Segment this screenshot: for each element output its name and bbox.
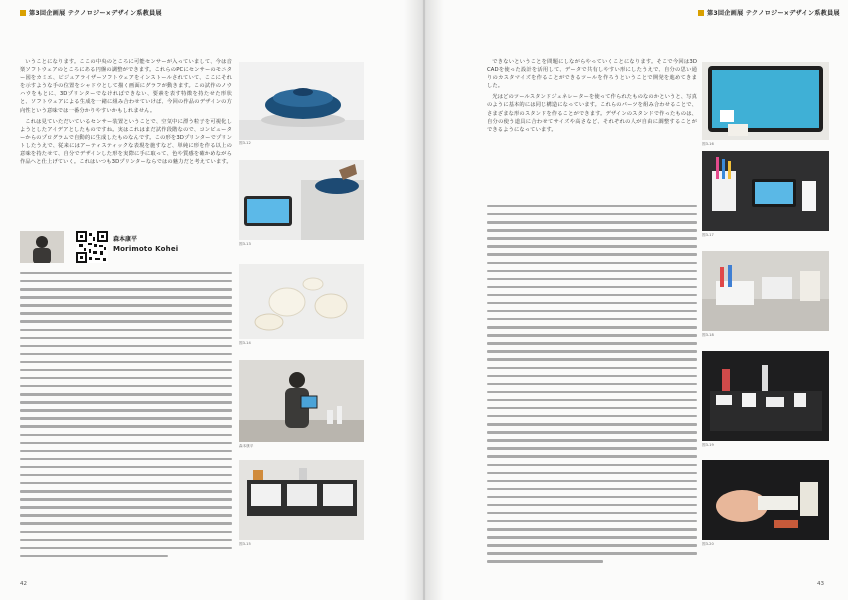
right-paragraph-1: できないということを問題にしながらやっていくことになります。そこで今回は3D CADを使った設計を活用して、データで共有しやすい形にしたうえで、自分の思い通りのカスタマイズを作ることができるツールを作ろうということで開発を進めてきました。: [487, 59, 697, 90]
left-page-header: [20, 8, 162, 17]
right-page-header: [698, 8, 840, 17]
right-intro-text: [487, 58, 697, 137]
page-number-left: 42: [20, 581, 27, 587]
photo-white-prints: [239, 264, 364, 339]
header-marker-icon: [20, 10, 26, 16]
figure-caption: 図3-15: [239, 542, 251, 546]
right-header-text: 第3回企画展 テクノロジー×デザイン系教員展: [707, 10, 840, 17]
figure-caption: 図3-16: [702, 142, 714, 146]
author-name-japanese: 森本康平: [113, 236, 138, 243]
author-block: [20, 231, 235, 265]
right-paragraph-2: 光はどのツールスタンドジェネレーターを使って作られたものなのかというと、写真のように基本的には同じ構造になっています。これらのパーツを組み合わせることで、さまざまな形のスタンドを作ることができます。デザインのスタンドで作ったものは、自分の使う道具に合わせてサイズや高さなど、それぞれの人が自由に調整することができるようになっています。: [487, 94, 697, 133]
header-marker-icon: [698, 10, 704, 16]
figure-caption: 図3-18: [702, 333, 714, 337]
author-name-english: Morimoto Kohei: [113, 245, 179, 253]
photo-exhibit-table: [239, 460, 364, 540]
right-body-text: [487, 205, 697, 569]
left-header-text: 第3回企画展 テクノロジー×デザイン系教員展: [29, 10, 162, 17]
photo-display-table: [702, 351, 829, 441]
photo-tablet-device: [239, 160, 364, 240]
author-photo: [20, 231, 64, 263]
figure-caption: 図3-14: [239, 341, 251, 345]
right-page: [425, 0, 848, 600]
photo-desk-organizer: [702, 251, 829, 331]
figure-caption: 図3-20: [702, 542, 714, 546]
left-intro-text: [20, 58, 232, 169]
left-body-text: [20, 272, 232, 563]
photo-pen-stand: [702, 151, 829, 231]
page-number-right: 43: [817, 581, 824, 587]
qr-code[interactable]: [76, 231, 108, 263]
left-paragraph-1: いうことになります。ここの中央のところに可能センサーが入っていまして、今は音楽ソフトウェアのところにある円盤の調整ができます。これらのPCにセンサーのモニター図をカミエ、ビジュアライザーソフトウェアをインストールされていて、ここにそれを示すような手の位置をシャドウとして描く画面にグラフが動きます。この試作のノウハウをもとに、3Dプリンターでなければできない、要素を表す特徴を持たせた形状と、ソフトウェアによる生成を一緒に組み合わせていけば、今回の作品のデザインの方向性という意味では一番分かりやすいかもしれません。: [20, 59, 232, 114]
figure-caption: 図3-13: [239, 242, 251, 246]
photo-hand-object: [702, 460, 829, 540]
figure-caption: 図3-12: [239, 141, 251, 145]
left-page: [0, 0, 423, 600]
left-paragraph-2: これは見ていただいているセンサー装置ということで、空気中に漂う粒子を可視化しようとしたアイデアとしたものですね。実はこれはまだ試作段階なので、コンピューターからのプログラムで自動的に生成したものなんです。この形を3Dプリンターでプリントしたうえで、従来にはアーティスティックな表現を施すなど、単純に形を作る以上の意味を持たせて、自分でデザインした形を実際に手に取って、色や質感を確かめながら作品へと仕上げていく。これはいつも3Dプリンターならではの魅力だと考えています。: [20, 118, 232, 166]
photo-blue-object: [239, 62, 364, 140]
figure-caption: 森本康平: [239, 444, 254, 448]
photo-presenter: [239, 360, 364, 442]
figure-caption: 図3-19: [702, 443, 714, 447]
photo-tablet-stand: [702, 62, 829, 140]
figure-caption: 図3-17: [702, 233, 714, 237]
